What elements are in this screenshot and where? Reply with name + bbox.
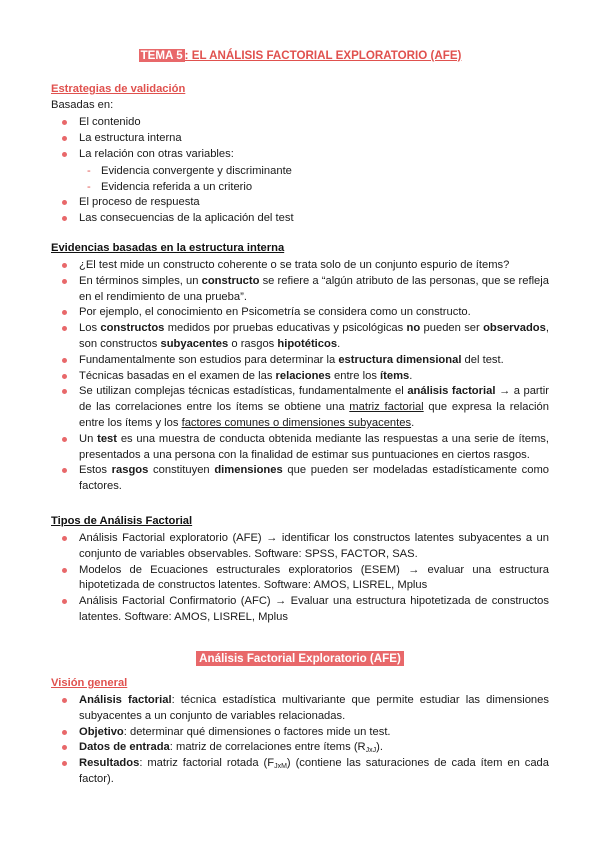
bullet-icon (62, 279, 67, 284)
list-item: Fundamentalmente son estudios para determinar la estructura dimensional del test. (0, 353, 600, 369)
bullet-icon (62, 152, 67, 157)
bullet-icon (62, 216, 67, 221)
bullet-icon (62, 358, 67, 363)
list-item: Modelos de Ecuaciones estructurales exploratorios (ESEM) → evaluar una estructura hipotetizada de constructos latentes. Software: AMOS, LISREL, Mplus (0, 563, 600, 595)
bullet-icon (62, 761, 67, 766)
bullet-icon (62, 730, 67, 735)
bullet-icon (62, 745, 67, 750)
list-item: Se utilizan complejas técnicas estadísticas, fundamentalmente el análisis factorial → a partir de las correlaciones entre los ítems se obtiene una matriz factorial que expresa la relación entre los ítems y los factores comunes o dimensiones subyacentes. (0, 384, 600, 431)
dash-icon: - (87, 165, 91, 177)
validacion-list (0, 115, 600, 162)
bullet-icon (62, 374, 67, 379)
dash-icon: - (87, 181, 91, 193)
list-item: Estos rasgos constituyen dimensiones que pueden ser modeladas estadísticamente como factores. (0, 463, 600, 495)
heading-tipos: Tipos de Análisis Factorial (51, 515, 193, 527)
bullet-icon (62, 536, 67, 541)
heading-evidencias: Evidencias basadas en la estructura interna (51, 242, 285, 254)
validacion-sublist (0, 163, 600, 195)
bullet-icon (62, 568, 67, 573)
title-tema: TEMA 5 (140, 49, 183, 62)
list-item: Objetivo: determinar qué dimensiones o factores mide un test. (0, 725, 600, 741)
bullet-icon (62, 389, 67, 394)
heading-vision: Visión general (51, 677, 128, 689)
list-item: Por ejemplo, el conocimiento en Psicometría se considera como un constructo. (0, 305, 600, 321)
list-item: Un test es una muestra de conducta obtenida mediante las respuestas a una serie de ítems, presentados a una persona con la finalidad de estimar sus puntuaciones en ciertos rasgos. (0, 432, 600, 464)
list-item: El contenido (0, 115, 600, 131)
bullet-icon (62, 263, 67, 268)
evidencias-list (0, 258, 600, 495)
intro-basadas: Basadas en: (51, 99, 114, 111)
list-item: Datos de entrada: matriz de correlaciones entre ítems $(R_{JxJ})$. (0, 740, 600, 756)
list-item: Resultados: matriz factorial rotada $(F_{JxM})$ (contiene las saturaciones de cada ítem en cada factor). (0, 756, 600, 788)
bullet-icon (62, 310, 67, 315)
bullet-icon (62, 437, 67, 442)
bullet-icon (62, 136, 67, 141)
list-item: Análisis Factorial Confirmatorio (AFC) → Evaluar una estructura hipotetizada de constructos latentes. Software: AMOS, LISREL, Mplus (0, 594, 600, 626)
sub-list-item: - Evidencia referida a un criterio (87, 181, 253, 193)
list-item: ¿El test mide un constructo coherente o se trata solo de un conjunto espurio de ítems? (0, 258, 600, 274)
afe-banner: Análisis Factorial Exploratorio (AFE) (0, 652, 600, 665)
list-item: Análisis factorial: técnica estadística multivariante que permite estudiar las dimensiones subyacentes a un conjunto de variables relacionadas. (0, 693, 600, 725)
validacion-list-2 (0, 195, 600, 227)
bullet-icon (62, 326, 67, 331)
tipos-list (0, 531, 600, 626)
heading-estrategias: Estrategias de validación (51, 83, 186, 95)
list-item: Análisis Factorial exploratorio (AFE) → identificar los constructos latentes subyacentes a un conjunto de variables observables. Software: SPSS, FACTOR, SAS. (0, 531, 600, 563)
list-item: La estructura interna (0, 131, 600, 147)
bullet-icon (62, 120, 67, 125)
bullet-icon (62, 468, 67, 473)
list-item: En términos simples, un constructo se refiere a “algún atributo de las personas, que se refleja en el rendimiento de una prueba”. (0, 274, 600, 306)
bullet-icon (62, 200, 67, 205)
page-title (0, 49, 600, 62)
list-item: El proceso de respuesta (0, 195, 600, 211)
sub-list-item: - Evidencia convergente y discriminante (87, 165, 292, 177)
afe-list (0, 693, 600, 788)
bullet-icon (62, 698, 67, 703)
title-rest: : EL ANÁLISIS FACTORIAL EXPLORATORIO (AFE) (184, 49, 462, 62)
list-item: La relación con otras variables: (0, 147, 600, 163)
list-item: Las consecuencias de la aplicación del test (0, 211, 600, 227)
bullet-icon (62, 599, 67, 604)
list-item: Técnicas basadas en el examen de las relaciones entre los ítems. (0, 369, 600, 385)
list-item: Los constructos medidos por pruebas educativas y psicológicas no pueden ser observados, son constructos subyacentes o rasgos hipotéticos. (0, 321, 600, 353)
